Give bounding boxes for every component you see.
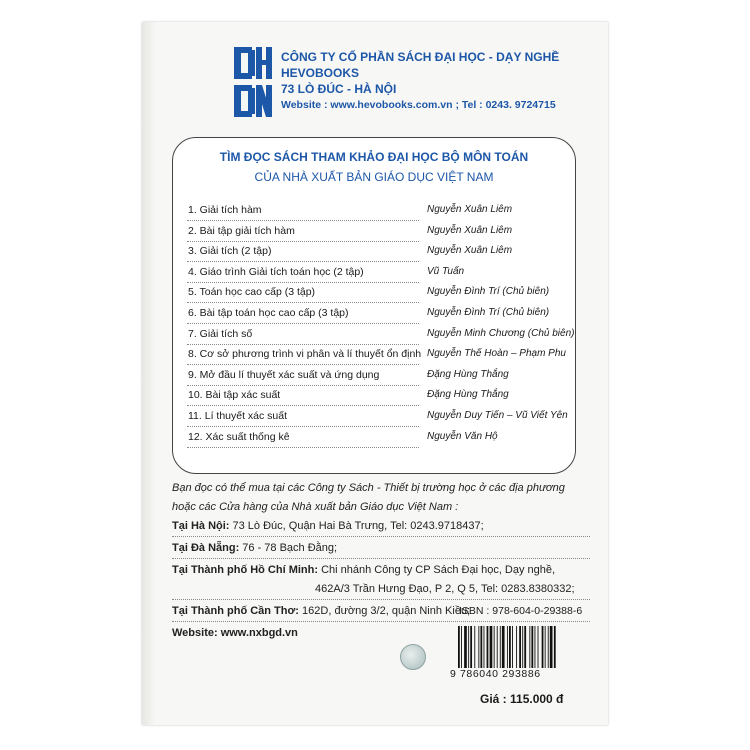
divider xyxy=(187,282,419,283)
barcode-bar xyxy=(497,626,498,668)
divider xyxy=(172,558,590,559)
barcode-bar xyxy=(548,626,549,668)
barcode-bar xyxy=(554,626,556,668)
book-list-item xyxy=(173,225,575,245)
barcode-bar xyxy=(468,626,469,668)
store-cantho xyxy=(172,605,470,617)
barcode-bar xyxy=(542,626,544,668)
book-author: Nguyễn Minh Chương (Chủ biên) xyxy=(427,327,575,339)
store-danang-label: Tại Đà Nẵng: xyxy=(172,542,240,554)
book-title: 5. Toán học cao cấp (3 tập) xyxy=(188,286,316,299)
book-author: Nguyễn Xuân Liêm xyxy=(427,224,513,236)
retail-intro-line-1: Bạn đọc có thể mua tại các Công ty Sách - Thiết bị trường học ở các địa phương xyxy=(172,482,565,494)
barcode-bar xyxy=(522,626,523,668)
retail-website: Website: www.nxbgd.vn xyxy=(172,627,298,639)
store-hcm-address-1: Chi nhánh Công ty CP Sách Đại học, Dạy nghề, xyxy=(318,564,556,576)
divider xyxy=(187,302,419,303)
book-title: 2. Bài tập giải tích hàm xyxy=(188,224,295,237)
book-title: 9. Mở đầu lí thuyết xác suất và ứng dụng xyxy=(188,368,380,381)
store-danang xyxy=(172,542,337,554)
book-list-item xyxy=(173,204,575,224)
divider xyxy=(187,447,419,448)
barcode-bar xyxy=(519,626,521,668)
divider xyxy=(187,364,419,365)
book-title: 12. Xác suất thống kê xyxy=(188,430,290,443)
divider xyxy=(172,621,590,622)
booklist-subtitle: CỦA NHÀ XUẤT BẢN GIÁO DỤC VIỆT NAM xyxy=(254,170,494,184)
publisher-brand: HEVOBOOKS xyxy=(281,66,360,80)
barcode-bar xyxy=(494,626,495,668)
barcode-bar xyxy=(478,626,479,668)
barcode-bar xyxy=(507,626,508,668)
publisher-company-name: CÔNG TY CỔ PHẦN SÁCH ĐẠI HỌC - DẠY NGHỀ xyxy=(281,50,560,64)
store-hanoi-address: 73 Lò Đúc, Quận Hai Bà Trưng, Tel: 0243.9718437; xyxy=(229,520,484,532)
book-author: Nguyễn Văn Hộ xyxy=(427,430,498,442)
book-author: Nguyễn Duy Tiến – Vũ Viết Yên xyxy=(427,410,568,421)
divider xyxy=(187,261,419,262)
barcode-bar xyxy=(509,626,511,668)
barcode-bar xyxy=(500,626,501,668)
barcode-bar xyxy=(490,626,493,668)
book-list-item xyxy=(173,307,575,327)
book-author: Vũ Tuấn xyxy=(427,265,465,277)
book-title: 11. Lí thuyết xác suất xyxy=(188,410,288,422)
barcode-bar xyxy=(550,626,553,668)
book-back-cover xyxy=(142,22,608,725)
book-title: 1. Giải tích hàm xyxy=(188,204,262,216)
booklist-box xyxy=(172,137,576,474)
barcode-bar xyxy=(464,626,467,668)
booklist-title: TÌM ĐỌC SÁCH THAM KHẢO ĐẠI HỌC BỘ MÔN TOÁN xyxy=(219,150,529,164)
book-list-item xyxy=(173,328,575,348)
book-title: 6. Bài tập toán học cao cấp (3 tập) xyxy=(188,307,349,319)
store-hanoi xyxy=(172,520,484,532)
store-hcm-address-2: 462A/3 Trần Hưng Đạo, P 2, Q 5, Tel: 0283.8380332; xyxy=(315,583,575,595)
book-author: Nguyễn Xuân Liêm xyxy=(427,204,513,215)
store-hanoi-label: Tại Hà Nội: xyxy=(172,520,230,532)
book-title: 8. Cơ sở phương trình vi phân và lí thuyết ổn định xyxy=(188,348,422,361)
book-list-item xyxy=(173,266,575,286)
barcode xyxy=(456,626,592,668)
barcode-bar xyxy=(480,626,482,668)
book-list-item xyxy=(173,369,575,389)
publisher-logo-icon xyxy=(234,44,272,120)
store-hcm xyxy=(172,564,555,576)
divider xyxy=(172,599,590,600)
book-author: Nguyễn Đình Trí (Chủ biên) xyxy=(427,307,550,318)
barcode-bar xyxy=(545,626,546,668)
divider xyxy=(187,344,419,345)
book-author: Nguyễn Xuân Liêm xyxy=(427,245,513,257)
barcode-bar xyxy=(470,626,472,668)
divider xyxy=(187,385,419,386)
book-author: Đặng Hùng Thắng xyxy=(427,389,509,401)
book-list-item xyxy=(173,245,575,265)
book-title: 10. Bài tập xác suất xyxy=(188,389,281,402)
book-author: Đặng Hùng Thắng xyxy=(427,368,509,380)
barcode-bar xyxy=(538,626,539,668)
hologram-stamp-icon xyxy=(400,644,426,670)
barcode-bar xyxy=(524,626,526,668)
price-label: Giá : 115.000 đ xyxy=(480,692,564,706)
isbn-number: ISBN : 978-604-0-29388-6 xyxy=(459,605,583,617)
cover-spine-shadow xyxy=(142,22,156,725)
publisher-contact: Website : www.hevobooks.com.vn ; Tel : 0243. 9724715 xyxy=(281,99,556,111)
divider xyxy=(187,405,419,406)
retail-intro-line-2: hoặc các Cửa hàng của Nhà xuất bản Giáo dục Việt Nam : xyxy=(172,501,459,513)
barcode-bar xyxy=(516,626,517,668)
publisher-address: 73 LÒ ĐÚC - HÀ NỘI xyxy=(281,82,397,96)
divider xyxy=(187,426,419,427)
book-title: 4. Giáo trình Giải tích toán học (2 tập) xyxy=(188,265,364,278)
book-title: 3. Giải tích (2 tập) xyxy=(188,245,272,258)
book-author: Nguyễn Đình Trí (Chủ biên) xyxy=(427,286,550,298)
barcode-bar xyxy=(531,626,533,668)
divider xyxy=(187,241,419,242)
barcode-bar xyxy=(461,626,462,668)
store-cantho-address: 162D, đường 3/2, quận Ninh Kiều; xyxy=(298,605,471,617)
barcode-bar xyxy=(484,626,485,668)
barcode-bar xyxy=(458,626,460,668)
barcode-bar xyxy=(487,626,489,668)
store-cantho-label: Tại Thành phố Cần Thơ: xyxy=(172,605,299,617)
book-author: Nguyễn Thế Hoàn – Phạm Phu xyxy=(427,348,566,360)
divider xyxy=(172,536,590,537)
book-list-item xyxy=(173,348,575,368)
barcode-bar xyxy=(529,626,530,668)
barcode-bar xyxy=(535,626,536,668)
divider xyxy=(187,323,419,324)
barcode-bar xyxy=(474,626,475,668)
book-list-item xyxy=(173,431,575,451)
barcode-digits: 9 786040 293886 xyxy=(450,668,541,680)
barcode-bar xyxy=(512,626,513,668)
book-list-item xyxy=(173,389,575,409)
book-title: 7. Giải tích số xyxy=(188,327,253,340)
book-list-item xyxy=(173,286,575,306)
divider xyxy=(187,220,419,221)
store-danang-address: 76 - 78 Bạch Đằng; xyxy=(239,542,338,554)
book-list-item xyxy=(173,410,575,430)
store-hcm-label: Tại Thành phố Hồ Chí Minh: xyxy=(172,564,319,576)
barcode-bar xyxy=(502,626,505,668)
